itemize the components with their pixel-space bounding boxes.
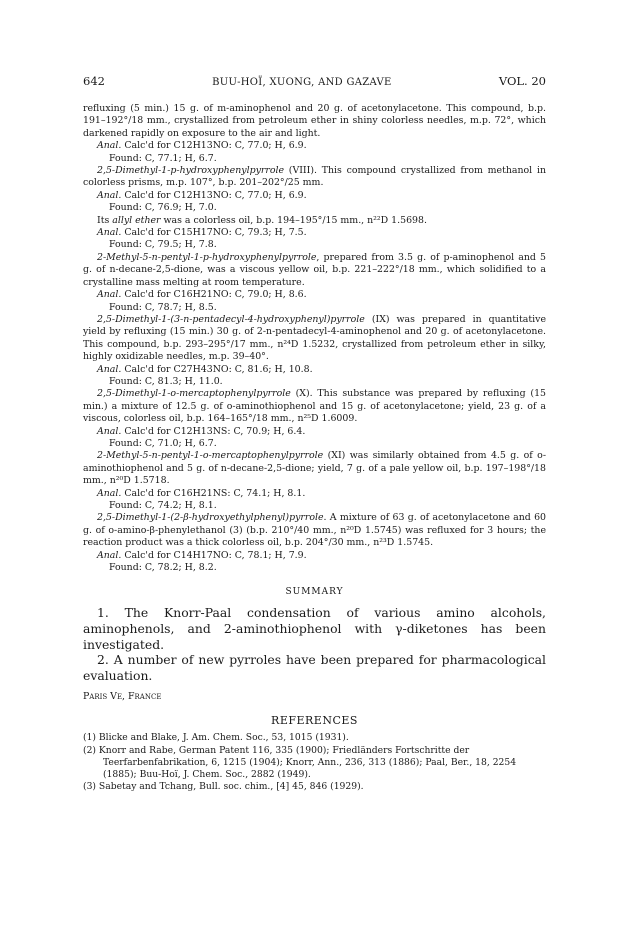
- experimental-section: [83, 103, 546, 574]
- compound-prefix: Its: [97, 214, 113, 226]
- compound-description: (XI) was similarly obtained from 4.5 g. of o-aminothiophenol and 5 g. of n-decane-2,5-dione; yield, 7 g. of a pale yellow oil, b.p. 197–198°/18 mm., n²⁰D 1.5718.: [83, 450, 546, 487]
- analysis-label: Anal.: [97, 227, 122, 239]
- compound-name: 2,5-Dimethyl-1-p-hydroxyphenylpyrrole: [97, 165, 285, 177]
- compound-paragraph: [83, 252, 546, 289]
- analysis-values: Calc'd for C12H13NS: C, 70.9; H, 6.4.: [121, 425, 306, 437]
- analysis-label: Anal.: [97, 487, 122, 499]
- analysis-label: Anal.: [97, 549, 122, 561]
- analysis-calculated: [83, 190, 546, 202]
- compound-paragraph: [83, 215, 546, 227]
- compound-description: (IX) was prepared in quantitative yield by refluxing (15 min.) 30 g. of 2-n-pentadecyl-4-aminophenol and 20 g. of acetonylacetone. This compound, b.p. 293–295°/17 mm., n²⁴D 1.5232, crystallized from petroleum ether in silky, highly oxidizable needles, m.p. 39–40°.: [83, 313, 546, 363]
- analysis-calculated: [83, 364, 546, 376]
- analysis-label: Anal.: [97, 425, 122, 437]
- summary-list: [83, 605, 546, 683]
- analysis-found: Found: C, 78.7; H, 8.5.: [109, 301, 217, 313]
- analysis-found: Found: C, 77.1; H, 6.7.: [109, 152, 217, 164]
- analysis-label: Anal.: [97, 289, 122, 301]
- analysis-found: Found: C, 79.5; H, 7.8.: [109, 239, 217, 251]
- summary-item: 1. The Knorr-Paal condensation of various amino alcohols, aminophenols, and 2-aminothiophenol with γ-diketones has been investigated.: [83, 605, 546, 652]
- compound-paragraph: [83, 450, 546, 487]
- analysis-found: Found: C, 78.2; H, 8.2.: [109, 562, 217, 574]
- compound-name: 2,5-Dimethyl-1-(3-n-pentadecyl-4-hydroxyphenyl)pyrrole: [97, 313, 365, 325]
- analysis-calculated: [83, 488, 546, 500]
- analysis-values: Calc'd for C15H17NO: C, 79.3; H, 7.5.: [121, 227, 307, 239]
- page-header: [83, 74, 546, 88]
- reference-item: (2) Knorr and Rabe, German Patent 116, 335 (1900); Friedländers Fortschritte der Teerfarbenfabrikation, 6, 1215 (1904); Knorr, Ann., 236, 313 (1886); Paal, Ber., 18, 2254 (1885); Buu-Hoï, J. Chem. Soc., 2882 (1949).: [83, 744, 517, 781]
- analysis-calculated: [83, 289, 546, 301]
- compound-paragraph: [83, 388, 546, 425]
- compound-name: 2,5-Dimethyl-1-o-mercaptophenylpyrrole: [97, 388, 291, 400]
- compound-paragraph: [83, 512, 546, 549]
- volume-label: VOL. 20: [498, 74, 546, 88]
- analysis-label: Anal.: [97, 363, 122, 375]
- compound-name: 2-Methyl-5-n-pentyl-1-p-hydroxyphenylpyrrole: [97, 251, 317, 263]
- summary-item: 2. A number of new pyrroles have been prepared for pharmacological evaluation.: [83, 652, 546, 683]
- references-list: [83, 732, 546, 793]
- analysis-calculated: [83, 140, 546, 152]
- compound-description: (VIII). This compound crystallized from methanol in colorless prisms, m.p. 107°, b.p. 201–202°/25 mm.: [83, 165, 546, 189]
- compound-name: 2,5-Dimethyl-1-(2-β-hydroxyethylphenyl)pyrrole: [97, 512, 324, 524]
- compound-description: , prepared from 3.5 g. of p-aminophenol and 5 g. of n-decane-2,5-dione, was a viscous yellow oil, b.p. 221–222°/18 mm., which solidified to a crystalline mass melting at room temperature.: [83, 251, 546, 288]
- reference-item: (3) Sabetay and Tchang, Bull. soc. chim., [4] 45, 846 (1929).: [83, 781, 364, 793]
- analysis-found: Found: C, 76.9; H, 7.0.: [109, 202, 217, 214]
- compound-name: allyl ether: [112, 214, 161, 226]
- analysis-values: Calc'd for C16H21NS: C, 74.1; H, 8.1.: [121, 487, 306, 499]
- analysis-found: Found: C, 74.2; H, 8.1.: [109, 500, 217, 511]
- compound-paragraph: [83, 314, 546, 364]
- location-line: [83, 691, 546, 702]
- analysis-calculated: [83, 227, 546, 239]
- analysis-values: Calc'd for C12H13NO: C, 77.0; H, 6.9.: [121, 189, 307, 201]
- compound-description: (X). This substance was prepared by refluxing (15 min.) a mixture of 12.5 g. of o-aminothiophenol and 15 g. of acetonylacetone; yield, 23 g. of a viscous, colorless oil, b.p. 164–165°/18 mm., n²⁵D 1.6009.: [83, 388, 546, 425]
- references-heading: REFERENCES: [271, 714, 358, 728]
- analysis-values: Calc'd for C14H17NO: C, 78.1; H, 7.9.: [121, 549, 307, 561]
- analysis-label: Anal.: [97, 189, 122, 201]
- compound-name: 2-Methyl-5-n-pentyl-1-o-mercaptophenylpyrrole: [97, 450, 324, 462]
- analysis-values: Calc'd for C16H21NO: C, 79.0; H, 8.6.: [121, 289, 307, 301]
- analysis-found: Found: C, 81.3; H, 11.0.: [109, 375, 223, 387]
- reference-item: (1) Blicke and Blake, J. Am. Chem. Soc., 53, 1015 (1931).: [83, 732, 349, 744]
- page-body: [83, 103, 546, 793]
- analysis-label: Anal.: [97, 140, 122, 152]
- analysis-calculated: [83, 550, 546, 562]
- analysis-values: Calc'd for C27H43NO: C, 81.6; H, 10.8.: [121, 363, 313, 375]
- location-text: Paris Ve, France: [83, 691, 162, 703]
- analysis-calculated: [83, 426, 546, 438]
- analysis-values: Calc'd for C12H13NO: C, 77.0; H, 6.9.: [121, 140, 307, 152]
- body-paragraph: refluxing (5 min.) 15 g. of m-aminophenol and 20 g. of acetonylacetone. This compound, b.p. 191–192°/18 mm., crystallized from petroleum ether in shiny colorless needles, m.p. 72°, which darkened rapidly on exposure to the air and light.: [83, 103, 546, 139]
- compound-description: . A mixture of 63 g. of acetonylacetone and 60 g. of o-amino-β-phenylethanol (3) (b.p. 210°/40 mm., n²⁰D 1.5745) was refluxed for 3 hours; the reaction product was a thick colorless oil, b.p. 204°/30 mm., n²³D 1.5745.: [83, 512, 546, 549]
- compound-description: was a colorless oil, b.p. 194–195°/15 mm., n²²D 1.5698.: [160, 214, 427, 226]
- running-authors: BUU-HOÏ, XUONG, AND GAZAVE: [212, 77, 392, 88]
- analysis-found: Found: C, 71.0; H, 6.7.: [109, 437, 217, 449]
- compound-paragraph: [83, 165, 546, 190]
- summary-heading: SUMMARY: [285, 587, 344, 598]
- page-number: 642: [83, 74, 105, 88]
